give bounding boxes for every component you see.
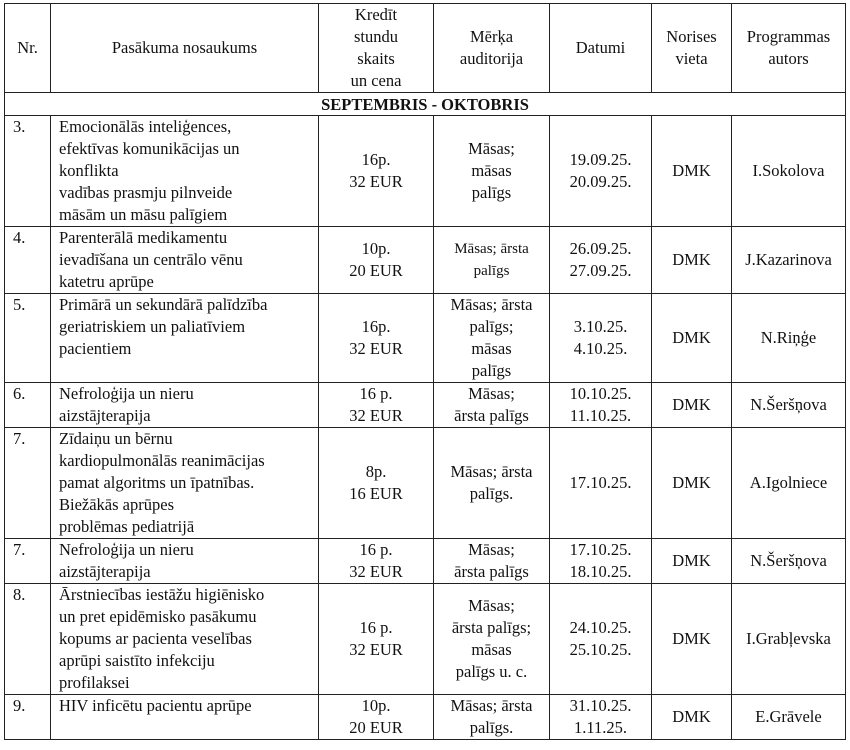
audience-line: Māsas; ārsta <box>450 462 533 481</box>
table-row <box>5 539 846 584</box>
venue: DMK <box>652 428 732 539</box>
row-number: 5. <box>5 294 51 383</box>
credits-price <box>319 428 434 539</box>
date: 10.10.25. <box>569 384 632 403</box>
date: 18.10.25. <box>569 562 632 581</box>
credits: 8p. <box>365 462 387 481</box>
author: A.Igolniece <box>732 428 846 539</box>
course-name-line: profilaksei <box>59 673 130 692</box>
course-name-line: aizstājterapija <box>59 406 151 425</box>
author: J.Kazarinova <box>732 227 846 294</box>
credits-price <box>319 539 434 584</box>
audience-line: palīgs <box>471 361 512 380</box>
credits-price <box>319 227 434 294</box>
audience-line: Māsas; <box>468 384 515 403</box>
row-number: 7. <box>5 428 51 539</box>
author: N.Riņģe <box>732 294 846 383</box>
section-title: SEPTEMBRIS - OKTOBRIS <box>5 93 846 116</box>
date: 24.10.25. <box>569 618 632 637</box>
dates <box>550 294 652 383</box>
course-name <box>51 383 319 428</box>
venue: DMK <box>652 695 732 740</box>
dates <box>550 383 652 428</box>
course-name <box>51 695 319 740</box>
credits: 10p. <box>361 696 391 715</box>
date: 25.10.25. <box>569 640 632 659</box>
course-name-line: geriatriskiem un paliatīviem <box>59 317 246 336</box>
dates <box>550 539 652 584</box>
target-audience <box>434 294 550 383</box>
credits-price <box>319 695 434 740</box>
course-name-line: Biežākās aprūpes <box>59 495 174 514</box>
row-number: 9. <box>5 695 51 740</box>
credits: 10p. <box>361 239 391 258</box>
date: 1.11.25. <box>573 718 627 737</box>
audience-line: ārsta palīgs <box>454 406 529 425</box>
author: I.Grabļevska <box>732 584 846 695</box>
course-name <box>51 116 319 227</box>
price: 20 EUR <box>349 718 403 737</box>
audience-line: māsas <box>471 161 512 180</box>
target-audience <box>434 116 550 227</box>
course-name-line: un pret epidēmisko pasākumu <box>59 607 257 626</box>
row-number: 7. <box>5 539 51 584</box>
course-name-line: konflikta <box>59 161 119 180</box>
date: 26.09.25. <box>569 239 632 258</box>
header-audience-line: auditorija <box>459 49 524 68</box>
credits-price <box>319 294 434 383</box>
audience-line: māsas <box>471 339 512 358</box>
dates <box>550 116 652 227</box>
author: N.Šeršņova <box>732 383 846 428</box>
course-name-line: Nefroloģija un nieru <box>59 384 194 403</box>
table-row <box>5 584 846 695</box>
course-name-line: kardiopulmonālās reanimācijas <box>59 451 265 470</box>
header-venue-line: vieta <box>675 49 708 68</box>
dates <box>550 227 652 294</box>
course-name-line: HIV inficētu pacientu aprūpe <box>59 696 252 715</box>
course-name <box>51 584 319 695</box>
audience-line: Māsas; ārsta <box>450 295 533 314</box>
header-author-line: Programmas <box>746 27 831 46</box>
price: 32 EUR <box>349 640 403 659</box>
target-audience <box>434 383 550 428</box>
row-number: 4. <box>5 227 51 294</box>
audience-line: Māsas; <box>468 139 515 158</box>
audience-line: palīgs; <box>469 317 514 336</box>
credits: 16 p. <box>359 384 393 403</box>
price: 32 EUR <box>349 562 403 581</box>
table-row <box>5 116 846 227</box>
audience-line: palīgs <box>471 183 512 202</box>
audience-line: Māsas; <box>468 540 515 559</box>
dates <box>550 695 652 740</box>
header-audience-line: Mērķa <box>469 27 514 46</box>
venue: DMK <box>652 584 732 695</box>
dates <box>550 584 652 695</box>
audience-line: Māsas; ārsta <box>454 241 529 257</box>
header-credits-line: un cena <box>350 71 402 90</box>
audience-line: Māsas; ārsta <box>450 696 533 715</box>
price: 20 EUR <box>349 261 403 280</box>
course-name-line: ievadīšana un centrālo vēnu <box>59 250 243 269</box>
row-number: 8. <box>5 584 51 695</box>
price: 16 EUR <box>349 484 403 503</box>
credits: 16p. <box>361 150 391 169</box>
audience-line: māsas <box>471 640 512 659</box>
course-name-line: aprūpi saistīto infekciju <box>59 651 215 670</box>
course-name-line: vadības prasmju pilnveide <box>59 183 233 202</box>
audience-line: palīgs <box>473 263 510 279</box>
header-venue <box>652 4 732 93</box>
date: 17.10.25. <box>569 540 632 559</box>
author: N.Šeršņova <box>732 539 846 584</box>
target-audience <box>434 227 550 294</box>
price: 32 EUR <box>349 172 403 191</box>
course-name-line: Parenterālā medikamentu <box>59 228 228 247</box>
venue: DMK <box>652 383 732 428</box>
header-credits-line: skaits <box>357 49 395 68</box>
course-name-line: problēmas pediatrijā <box>59 517 195 536</box>
audience-line: palīgs. <box>469 484 514 503</box>
credits-price <box>319 584 434 695</box>
course-name <box>51 539 319 584</box>
credits-price <box>319 116 434 227</box>
course-name <box>51 227 319 294</box>
table-row <box>5 227 846 294</box>
price: 32 EUR <box>349 406 403 425</box>
course-name-line: kopums ar pacienta veselības <box>59 629 252 648</box>
credits: 16 p. <box>359 618 393 637</box>
venue: DMK <box>652 539 732 584</box>
course-name-line: pacientiem <box>59 339 132 358</box>
dates <box>550 428 652 539</box>
table-row <box>5 383 846 428</box>
audience-line: palīgs u. c. <box>455 662 528 681</box>
credits-price <box>319 383 434 428</box>
header-dates: Datumi <box>550 4 652 93</box>
credits: 16p. <box>361 317 391 336</box>
date: 27.09.25. <box>569 261 632 280</box>
audience-line: ārsta palīgs <box>454 562 529 581</box>
date: 31.10.25. <box>569 696 632 715</box>
header-name: Pasākuma nosaukums <box>51 4 319 93</box>
course-name-line: Nefroloģija un nieru <box>59 540 194 559</box>
header-credits-line: Kredīt <box>354 5 398 24</box>
row-number: 6. <box>5 383 51 428</box>
date: 17.10.25. <box>569 473 632 492</box>
target-audience <box>434 695 550 740</box>
date: 4.10.25. <box>573 339 628 358</box>
course-name-line: Ārstniecības iestāžu higiēnisko <box>59 585 265 604</box>
audience-line: Māsas; <box>468 596 515 615</box>
table-row <box>5 294 846 383</box>
course-name-line: māsām un māsu palīgiem <box>59 205 228 224</box>
course-name-line: Emocionālās inteliģences, <box>59 117 232 136</box>
header-audience <box>434 4 550 93</box>
header-author-line: autors <box>768 49 809 68</box>
venue: DMK <box>652 116 732 227</box>
target-audience <box>434 428 550 539</box>
course-name-line: katetru aprūpe <box>59 272 154 291</box>
venue: DMK <box>652 294 732 383</box>
venue: DMK <box>652 227 732 294</box>
date: 20.09.25. <box>569 172 632 191</box>
course-name <box>51 294 319 383</box>
target-audience <box>434 539 550 584</box>
course-name-line: Primārā un sekundārā palīdzība <box>59 295 268 314</box>
table-row <box>5 695 846 740</box>
date: 11.10.25. <box>569 406 632 425</box>
course-name-line: aizstājterapija <box>59 562 151 581</box>
header-credits-line: stundu <box>353 27 398 46</box>
header-venue-line: Norises <box>666 27 717 46</box>
header-nr: Nr. <box>5 4 51 93</box>
header-credits <box>319 4 434 93</box>
header-author <box>732 4 846 93</box>
audience-line: palīgs. <box>469 718 514 737</box>
target-audience <box>434 584 550 695</box>
audience-line: ārsta palīgs; <box>451 618 532 637</box>
section-row <box>5 93 846 116</box>
date: 19.09.25. <box>569 150 632 169</box>
table-row <box>5 428 846 539</box>
date: 3.10.25. <box>573 317 628 336</box>
course-name <box>51 428 319 539</box>
course-name-line: pamat algoritms un īpatnības. <box>59 473 255 492</box>
courses-table <box>4 3 846 740</box>
course-name-line: Zīdaiņu un bērnu <box>59 429 173 448</box>
header-row <box>5 4 846 93</box>
credits: 16 p. <box>359 540 393 559</box>
author: E.Grāvele <box>732 695 846 740</box>
course-name-line: efektīvas komunikācijas un <box>59 139 240 158</box>
author: I.Sokolova <box>732 116 846 227</box>
price: 32 EUR <box>349 339 403 358</box>
row-number: 3. <box>5 116 51 227</box>
